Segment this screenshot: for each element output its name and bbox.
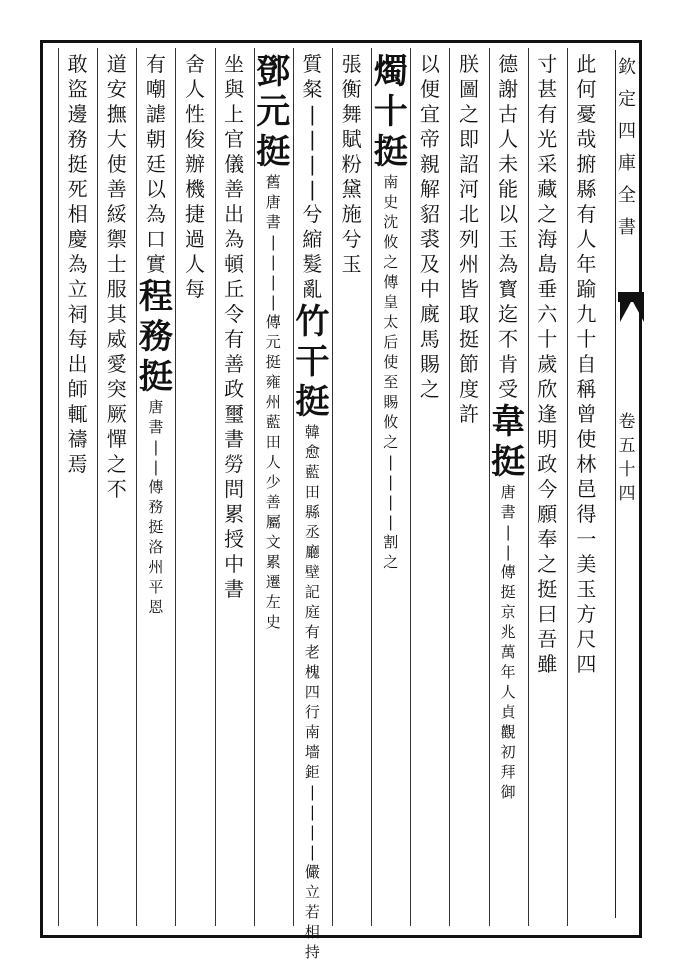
- volume-label: 卷 五 十 四: [618, 412, 636, 504]
- column-rule: [332, 48, 333, 926]
- column-rule: [449, 48, 450, 926]
- column-rule: [410, 48, 411, 926]
- column-rule: [371, 48, 372, 926]
- text-column: 舍 人 性 俊 辦 機 捷 過 人 每: [184, 52, 205, 301]
- text-column: 敢 盜 邊 務 挺 死 相 慶 為 立 祠 每 出 師 輒 禱 焉: [67, 52, 88, 476]
- column-rule: [136, 48, 137, 926]
- column-rule: [58, 48, 59, 926]
- text-column: 坐 與 上 官 儀 善 出 為 頓 丘 令 有 善 政 璽 書 勞 問 累 授 中 書: [224, 52, 245, 601]
- column-rule: [489, 48, 490, 926]
- text-column: 有 嘲 謔 朝 廷 以 為 口 實 程 務 挺 唐 書 | | 傳 務 挺 洛 州 平 恩: [138, 52, 173, 616]
- column-rule: [97, 48, 98, 926]
- column-rule: [293, 48, 294, 926]
- text-column: 此 何 憂 哉 捬 縣 有 人 年 踰 九 十 自 稱 曾 使 林 邑 得 一 美 玉 方 尺 四: [576, 52, 597, 676]
- text-column: 以 便 宜 帝 親 解 貂 裘 及 中 廐 馬 賜 之: [419, 52, 440, 401]
- text-column: 鄧 元 挺 舊 唐 書 | | | | 傳 元 挺 雍 州 藍 田 人 少 善 屬 文 累 遷 左 史: [256, 52, 291, 631]
- text-column: 德 謝 古 人 未 能 以 玉 為 寳 迄 不 肯 受 韋 挺 唐 書 | | 傳 挺 京 兆 萬 年 人 貞 觀 初 拜 御: [491, 52, 526, 801]
- column-rule: [175, 48, 176, 926]
- column-rule: [215, 48, 216, 926]
- book-header: 欽 定 四 庫 全 書: [618, 57, 636, 238]
- text-column: 張 衡 舞 賦 粉 黛 施 兮 玉: [341, 52, 362, 276]
- text-column: 寸 甚 有 光 采 藏 之 海 島 垂 六 十 歲 欣 逢 明 政 今 願 奉 之 挺 曰 吾 雖: [537, 52, 558, 676]
- column-rule: [567, 48, 568, 926]
- text-column: 質 粲 | | | | 兮 縮 髮 亂 竹 干 挺 韓 愈 藍 田 縣 丞 廳 壁 記 庭 有 老 槐 四 行 南 墻 鉅 | | | | 儼 立 若 相 持: [295, 52, 330, 961]
- column-rule: [254, 48, 255, 926]
- text-column: 燭 十 挺 南 史 沈 攸 之 傳 皇 太 后 使 至 賜 攸 之 | | | | 割 之: [373, 52, 408, 571]
- text-column: 朕 圖 之 即 詔 河 北 列 州 皆 取 挺 節 度 許: [458, 52, 479, 426]
- column-rule: [528, 48, 529, 926]
- text-column: 道 安 撫 大 使 善 綏 禦 士 服 其 威 愛 突 厥 憚 之 不: [106, 52, 127, 501]
- fishtail-mark: [620, 300, 644, 322]
